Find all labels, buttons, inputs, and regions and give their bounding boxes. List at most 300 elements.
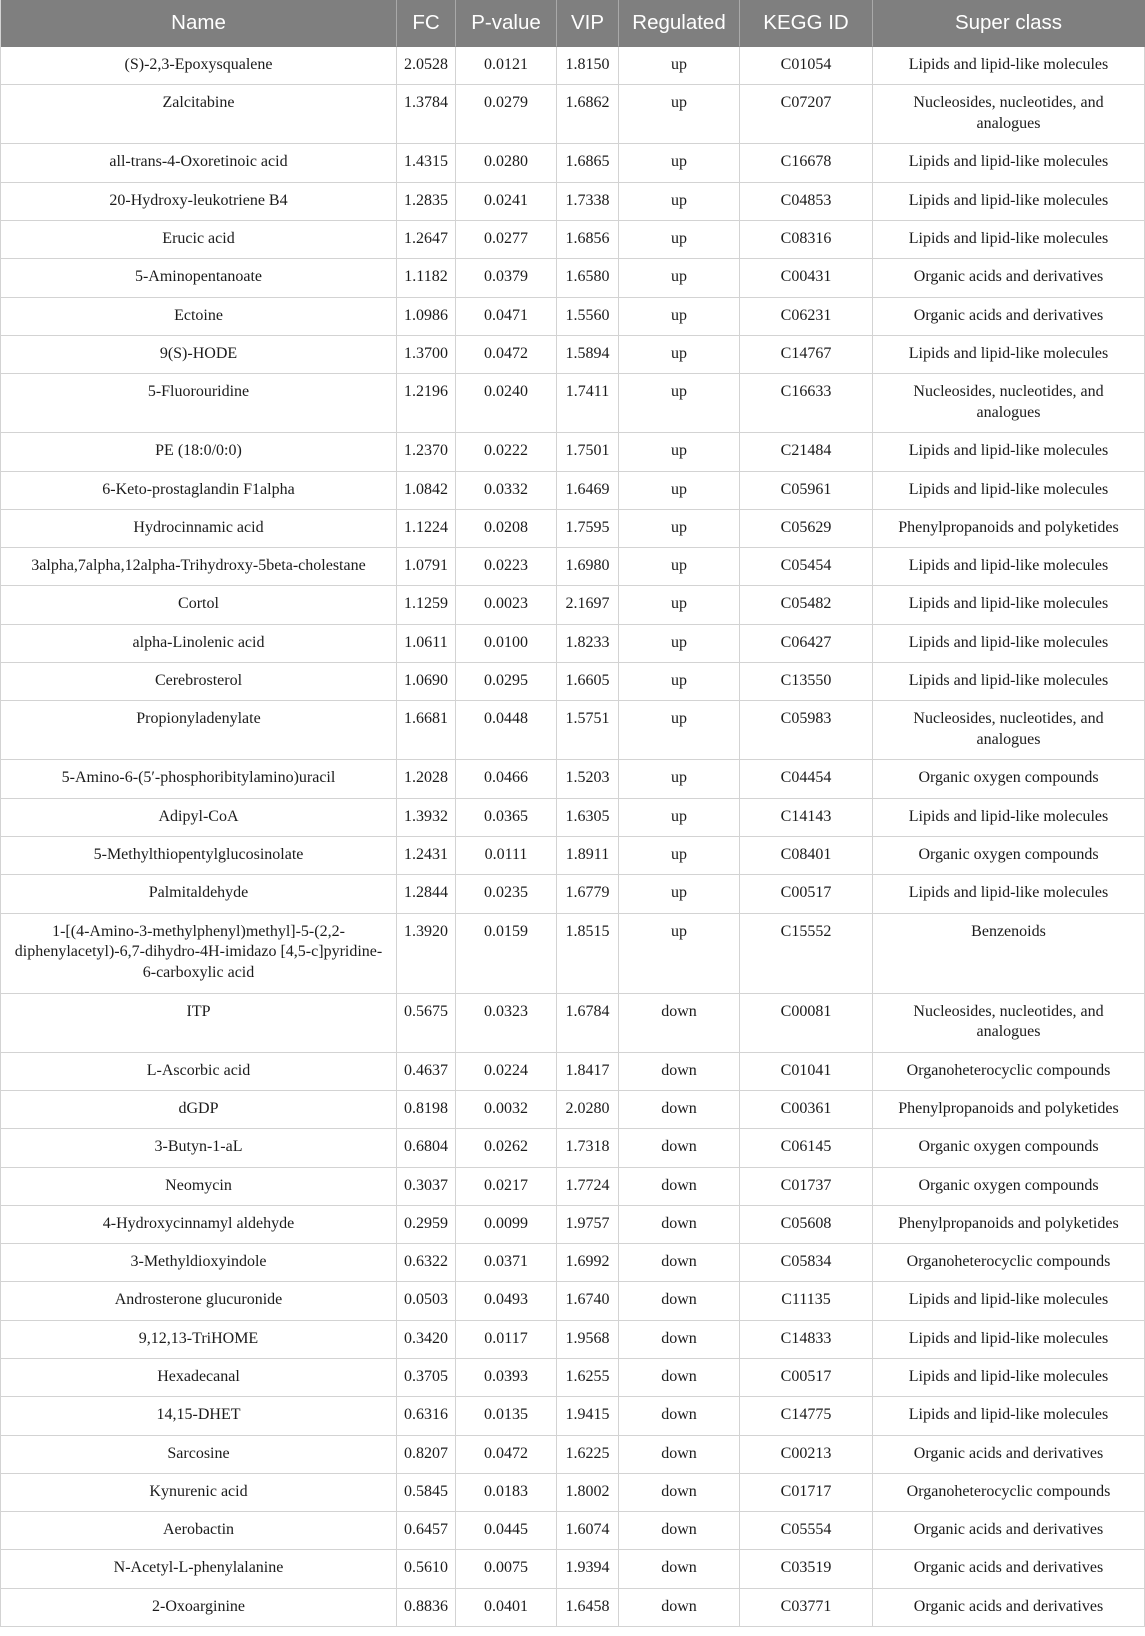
cell-fc: 1.0791 — [397, 548, 456, 586]
cell-vip: 1.6865 — [557, 144, 619, 182]
cell-fc: 2.0528 — [397, 47, 456, 85]
cell-kegg-id: C04454 — [740, 760, 873, 798]
cell-name: 5-Aminopentanoate — [1, 259, 397, 297]
cell-kegg-id: C01054 — [740, 47, 873, 85]
cell-regulated: down — [619, 1091, 740, 1129]
table-row — [1, 47, 1145, 85]
cell-regulated: up — [619, 298, 740, 336]
cell-kegg-id: C05554 — [740, 1512, 873, 1550]
cell-p-value: 0.0240 — [456, 374, 557, 433]
cell-super-class: Organic oxygen compounds — [873, 1168, 1145, 1206]
cell-fc: 1.2647 — [397, 221, 456, 259]
cell-fc: 0.0503 — [397, 1282, 456, 1320]
cell-vip: 1.9757 — [557, 1206, 619, 1244]
cell-p-value: 0.0371 — [456, 1244, 557, 1282]
cell-kegg-id: C01717 — [740, 1474, 873, 1512]
cell-name: alpha-Linolenic acid — [1, 625, 397, 663]
cell-vip: 1.5894 — [557, 336, 619, 374]
cell-super-class: Organic acids and derivatives — [873, 1436, 1145, 1474]
cell-fc: 0.5845 — [397, 1474, 456, 1512]
column-header-p-value: P-value — [456, 0, 557, 47]
table-row — [1, 1282, 1145, 1320]
cell-regulated: down — [619, 1474, 740, 1512]
cell-kegg-id: C00431 — [740, 259, 873, 297]
cell-name: 5-Fluorouridine — [1, 374, 397, 433]
cell-p-value: 0.0379 — [456, 259, 557, 297]
cell-regulated: down — [619, 1129, 740, 1167]
cell-fc: 1.1259 — [397, 586, 456, 624]
cell-fc: 0.3037 — [397, 1168, 456, 1206]
cell-fc: 1.2844 — [397, 875, 456, 913]
cell-p-value: 0.0401 — [456, 1589, 557, 1627]
cell-name: ITP — [1, 994, 397, 1053]
cell-regulated: up — [619, 701, 740, 760]
cell-p-value: 0.0222 — [456, 433, 557, 471]
cell-kegg-id: C05454 — [740, 548, 873, 586]
cell-p-value: 0.0183 — [456, 1474, 557, 1512]
cell-vip: 1.8417 — [557, 1053, 619, 1091]
cell-super-class: Nucleosides, nucleotides, and analogues — [873, 701, 1145, 760]
cell-name: L-Ascorbic acid — [1, 1053, 397, 1091]
cell-super-class: Organic oxygen compounds — [873, 1129, 1145, 1167]
cell-name: Hydrocinnamic acid — [1, 510, 397, 548]
cell-regulated: down — [619, 1282, 740, 1320]
cell-super-class: Lipids and lipid-like molecules — [873, 183, 1145, 221]
cell-fc: 1.6681 — [397, 701, 456, 760]
cell-super-class: Lipids and lipid-like molecules — [873, 433, 1145, 471]
cell-name: all-trans-4-Oxoretinoic acid — [1, 144, 397, 182]
cell-name: Propionyladenylate — [1, 701, 397, 760]
cell-fc: 1.3784 — [397, 85, 456, 144]
cell-kegg-id: C06427 — [740, 625, 873, 663]
table-row — [1, 374, 1145, 433]
cell-name: Sarcosine — [1, 1436, 397, 1474]
cell-vip: 2.0280 — [557, 1091, 619, 1129]
table-row — [1, 1550, 1145, 1588]
cell-fc: 0.8836 — [397, 1589, 456, 1627]
cell-vip: 1.8233 — [557, 625, 619, 663]
column-header-regulated: Regulated — [619, 0, 740, 47]
cell-p-value: 0.0111 — [456, 837, 557, 875]
cell-vip: 1.6305 — [557, 799, 619, 837]
cell-super-class: Lipids and lipid-like molecules — [873, 663, 1145, 701]
cell-vip: 1.8002 — [557, 1474, 619, 1512]
cell-vip: 1.6255 — [557, 1359, 619, 1397]
table-row — [1, 1244, 1145, 1282]
cell-vip: 2.1697 — [557, 586, 619, 624]
cell-regulated: up — [619, 760, 740, 798]
cell-fc: 0.6322 — [397, 1244, 456, 1282]
cell-kegg-id: C03519 — [740, 1550, 873, 1588]
table-row — [1, 994, 1145, 1053]
cell-p-value: 0.0472 — [456, 336, 557, 374]
cell-super-class: Phenylpropanoids and polyketides — [873, 510, 1145, 548]
cell-name: Androsterone glucuronide — [1, 1282, 397, 1320]
cell-name: 3-Butyn-1-aL — [1, 1129, 397, 1167]
cell-kegg-id: C08401 — [740, 837, 873, 875]
cell-fc: 1.3700 — [397, 336, 456, 374]
cell-fc: 1.0842 — [397, 472, 456, 510]
column-header-fc: FC — [397, 0, 456, 47]
cell-name: PE (18:0/0:0) — [1, 433, 397, 471]
cell-regulated: down — [619, 1206, 740, 1244]
cell-name: Zalcitabine — [1, 85, 397, 144]
cell-p-value: 0.0332 — [456, 472, 557, 510]
cell-vip: 1.8515 — [557, 914, 619, 994]
table-body — [1, 47, 1145, 1627]
cell-vip: 1.5751 — [557, 701, 619, 760]
cell-kegg-id: C14143 — [740, 799, 873, 837]
cell-regulated: up — [619, 875, 740, 913]
column-header-name: Name — [1, 0, 397, 47]
cell-fc: 1.1224 — [397, 510, 456, 548]
table-row — [1, 298, 1145, 336]
cell-p-value: 0.0023 — [456, 586, 557, 624]
cell-p-value: 0.0466 — [456, 760, 557, 798]
cell-vip: 1.6074 — [557, 1512, 619, 1550]
cell-p-value: 0.0224 — [456, 1053, 557, 1091]
cell-regulated: down — [619, 1436, 740, 1474]
cell-super-class: Organoheterocyclic compounds — [873, 1053, 1145, 1091]
table-row — [1, 1321, 1145, 1359]
cell-super-class: Organic oxygen compounds — [873, 837, 1145, 875]
table-row — [1, 625, 1145, 663]
cell-regulated: down — [619, 1321, 740, 1359]
cell-regulated: down — [619, 1397, 740, 1435]
cell-regulated: down — [619, 1359, 740, 1397]
cell-kegg-id: C04853 — [740, 183, 873, 221]
cell-vip: 1.8150 — [557, 47, 619, 85]
cell-kegg-id: C15552 — [740, 914, 873, 994]
table-row — [1, 1589, 1145, 1627]
cell-regulated: up — [619, 837, 740, 875]
cell-super-class: Organic acids and derivatives — [873, 1589, 1145, 1627]
cell-vip: 1.9415 — [557, 1397, 619, 1435]
cell-kegg-id: C14775 — [740, 1397, 873, 1435]
cell-p-value: 0.0448 — [456, 701, 557, 760]
cell-fc: 1.1182 — [397, 259, 456, 297]
cell-regulated: down — [619, 1244, 740, 1282]
cell-name: 5-Methylthiopentylglucosinolate — [1, 837, 397, 875]
cell-kegg-id: C00361 — [740, 1091, 873, 1129]
cell-p-value: 0.0099 — [456, 1206, 557, 1244]
cell-p-value: 0.0121 — [456, 47, 557, 85]
cell-p-value: 0.0117 — [456, 1321, 557, 1359]
cell-vip: 1.6980 — [557, 548, 619, 586]
cell-fc: 1.2431 — [397, 837, 456, 875]
cell-regulated: down — [619, 1589, 740, 1627]
table-row — [1, 760, 1145, 798]
cell-fc: 1.0611 — [397, 625, 456, 663]
cell-name: Ectoine — [1, 298, 397, 336]
cell-super-class: Lipids and lipid-like molecules — [873, 1397, 1145, 1435]
table-row — [1, 85, 1145, 144]
cell-fc: 0.5675 — [397, 994, 456, 1053]
cell-vip: 1.7338 — [557, 183, 619, 221]
cell-regulated: down — [619, 1168, 740, 1206]
cell-p-value: 0.0323 — [456, 994, 557, 1053]
cell-regulated: up — [619, 472, 740, 510]
cell-name: 2-Oxoarginine — [1, 1589, 397, 1627]
table-header-row — [1, 0, 1145, 47]
table-row — [1, 799, 1145, 837]
table-row — [1, 663, 1145, 701]
cell-kegg-id: C13550 — [740, 663, 873, 701]
cell-p-value: 0.0208 — [456, 510, 557, 548]
cell-kegg-id: C06145 — [740, 1129, 873, 1167]
cell-name: 4-Hydroxycinnamyl aldehyde — [1, 1206, 397, 1244]
cell-vip: 1.6458 — [557, 1589, 619, 1627]
table-row — [1, 837, 1145, 875]
cell-kegg-id: C05629 — [740, 510, 873, 548]
cell-name: dGDP — [1, 1091, 397, 1129]
cell-vip: 1.7724 — [557, 1168, 619, 1206]
table-row — [1, 586, 1145, 624]
cell-kegg-id: C16633 — [740, 374, 873, 433]
cell-kegg-id: C11135 — [740, 1282, 873, 1320]
table-row — [1, 336, 1145, 374]
cell-vip: 1.9568 — [557, 1321, 619, 1359]
table-row — [1, 433, 1145, 471]
cell-p-value: 0.0223 — [456, 548, 557, 586]
cell-name: 1-[(4-Amino-3-methylphenyl)methyl]-5-(2,2-diphenylacetyl)-6,7-dihydro-4H-imidazo [4,5-c]pyridine-6-carboxylic acid — [1, 914, 397, 994]
cell-regulated: up — [619, 510, 740, 548]
cell-name: 3alpha,7alpha,12alpha-Trihydroxy-5beta-cholestane — [1, 548, 397, 586]
cell-kegg-id: C00517 — [740, 1359, 873, 1397]
cell-vip: 1.6992 — [557, 1244, 619, 1282]
cell-p-value: 0.0277 — [456, 221, 557, 259]
cell-kegg-id: C00081 — [740, 994, 873, 1053]
cell-vip: 1.9394 — [557, 1550, 619, 1588]
cell-regulated: up — [619, 586, 740, 624]
cell-vip: 1.6605 — [557, 663, 619, 701]
cell-kegg-id: C05482 — [740, 586, 873, 624]
table-row — [1, 183, 1145, 221]
cell-super-class: Organic acids and derivatives — [873, 259, 1145, 297]
cell-fc: 0.5610 — [397, 1550, 456, 1588]
cell-super-class: Organoheterocyclic compounds — [873, 1244, 1145, 1282]
cell-fc: 1.3932 — [397, 799, 456, 837]
cell-super-class: Organic acids and derivatives — [873, 1550, 1145, 1588]
cell-regulated: up — [619, 625, 740, 663]
cell-p-value: 0.0241 — [456, 183, 557, 221]
table-row — [1, 1053, 1145, 1091]
cell-name: 5-Amino-6-(5′-phosphoribitylamino)uracil — [1, 760, 397, 798]
table-row — [1, 1168, 1145, 1206]
cell-fc: 1.2028 — [397, 760, 456, 798]
cell-name: Cerebrosterol — [1, 663, 397, 701]
table-row — [1, 875, 1145, 913]
cell-p-value: 0.0075 — [456, 1550, 557, 1588]
cell-name: 9,12,13-TriHOME — [1, 1321, 397, 1359]
table-row — [1, 1129, 1145, 1167]
cell-super-class: Nucleosides, nucleotides, and analogues — [873, 85, 1145, 144]
cell-super-class: Phenylpropanoids and polyketides — [873, 1206, 1145, 1244]
cell-fc: 1.0986 — [397, 298, 456, 336]
cell-p-value: 0.0100 — [456, 625, 557, 663]
table-row — [1, 1359, 1145, 1397]
cell-name: Hexadecanal — [1, 1359, 397, 1397]
cell-name: Palmitaldehyde — [1, 875, 397, 913]
cell-fc: 0.6804 — [397, 1129, 456, 1167]
cell-p-value: 0.0393 — [456, 1359, 557, 1397]
cell-super-class: Lipids and lipid-like molecules — [873, 548, 1145, 586]
cell-vip: 1.6580 — [557, 259, 619, 297]
cell-regulated: up — [619, 548, 740, 586]
cell-regulated: up — [619, 336, 740, 374]
cell-p-value: 0.0279 — [456, 85, 557, 144]
column-header-vip: VIP — [557, 0, 619, 47]
cell-super-class: Organic acids and derivatives — [873, 298, 1145, 336]
cell-super-class: Phenylpropanoids and polyketides — [873, 1091, 1145, 1129]
cell-super-class: Lipids and lipid-like molecules — [873, 221, 1145, 259]
cell-p-value: 0.0280 — [456, 144, 557, 182]
table-row — [1, 221, 1145, 259]
cell-fc: 0.8198 — [397, 1091, 456, 1129]
table-row — [1, 914, 1145, 994]
table-row — [1, 548, 1145, 586]
cell-fc: 1.2370 — [397, 433, 456, 471]
cell-fc: 1.2835 — [397, 183, 456, 221]
cell-p-value: 0.0472 — [456, 1436, 557, 1474]
cell-regulated: up — [619, 663, 740, 701]
table-row — [1, 1091, 1145, 1129]
table-row — [1, 472, 1145, 510]
cell-kegg-id: C01737 — [740, 1168, 873, 1206]
cell-p-value: 0.0262 — [456, 1129, 557, 1167]
cell-fc: 1.0690 — [397, 663, 456, 701]
cell-super-class: Nucleosides, nucleotides, and analogues — [873, 994, 1145, 1053]
column-header-super-class: Super class — [873, 0, 1145, 47]
cell-super-class: Lipids and lipid-like molecules — [873, 625, 1145, 663]
cell-super-class: Nucleosides, nucleotides, and analogues — [873, 374, 1145, 433]
cell-kegg-id: C05961 — [740, 472, 873, 510]
cell-super-class: Lipids and lipid-like molecules — [873, 336, 1145, 374]
table-row — [1, 1512, 1145, 1550]
cell-regulated: up — [619, 799, 740, 837]
cell-kegg-id: C03771 — [740, 1589, 873, 1627]
cell-name: 3-Methyldioxyindole — [1, 1244, 397, 1282]
cell-vip: 1.6225 — [557, 1436, 619, 1474]
cell-kegg-id: C06231 — [740, 298, 873, 336]
cell-regulated: up — [619, 914, 740, 994]
cell-name: Adipyl-CoA — [1, 799, 397, 837]
cell-vip: 1.6784 — [557, 994, 619, 1053]
cell-p-value: 0.0159 — [456, 914, 557, 994]
cell-name: 20-Hydroxy-leukotriene B4 — [1, 183, 397, 221]
cell-regulated: up — [619, 85, 740, 144]
cell-fc: 0.4637 — [397, 1053, 456, 1091]
cell-regulated: up — [619, 259, 740, 297]
cell-kegg-id: C14833 — [740, 1321, 873, 1359]
cell-super-class: Lipids and lipid-like molecules — [873, 1282, 1145, 1320]
cell-regulated: up — [619, 433, 740, 471]
cell-p-value: 0.0471 — [456, 298, 557, 336]
cell-fc: 0.6457 — [397, 1512, 456, 1550]
cell-vip: 1.7411 — [557, 374, 619, 433]
cell-kegg-id: C05834 — [740, 1244, 873, 1282]
cell-fc: 0.8207 — [397, 1436, 456, 1474]
cell-regulated: up — [619, 144, 740, 182]
cell-fc: 0.3705 — [397, 1359, 456, 1397]
cell-kegg-id: C21484 — [740, 433, 873, 471]
cell-vip: 1.6862 — [557, 85, 619, 144]
cell-name: N-Acetyl-L-phenylalanine — [1, 1550, 397, 1588]
cell-p-value: 0.0135 — [456, 1397, 557, 1435]
cell-name: (S)-2,3-Epoxysqualene — [1, 47, 397, 85]
cell-vip: 1.5560 — [557, 298, 619, 336]
cell-vip: 1.6740 — [557, 1282, 619, 1320]
cell-regulated: up — [619, 47, 740, 85]
cell-kegg-id: C08316 — [740, 221, 873, 259]
cell-p-value: 0.0493 — [456, 1282, 557, 1320]
cell-fc: 0.3420 — [397, 1321, 456, 1359]
table-row — [1, 1436, 1145, 1474]
table-row — [1, 259, 1145, 297]
cell-vip: 1.8911 — [557, 837, 619, 875]
cell-kegg-id: C00517 — [740, 875, 873, 913]
cell-super-class: Lipids and lipid-like molecules — [873, 1321, 1145, 1359]
column-header-kegg-id: KEGG ID — [740, 0, 873, 47]
cell-vip: 1.5203 — [557, 760, 619, 798]
cell-p-value: 0.0295 — [456, 663, 557, 701]
cell-p-value: 0.0365 — [456, 799, 557, 837]
cell-p-value: 0.0235 — [456, 875, 557, 913]
cell-fc: 1.4315 — [397, 144, 456, 182]
table-row — [1, 701, 1145, 760]
cell-vip: 1.6469 — [557, 472, 619, 510]
cell-super-class: Lipids and lipid-like molecules — [873, 875, 1145, 913]
cell-super-class: Organic oxygen compounds — [873, 760, 1145, 798]
cell-vip: 1.7501 — [557, 433, 619, 471]
cell-regulated: down — [619, 1053, 740, 1091]
cell-super-class: Benzenoids — [873, 914, 1145, 994]
cell-kegg-id: C01041 — [740, 1053, 873, 1091]
cell-kegg-id: C07207 — [740, 85, 873, 144]
table-header — [1, 0, 1145, 47]
table-row — [1, 144, 1145, 182]
cell-vip: 1.6779 — [557, 875, 619, 913]
cell-name: 6-Keto-prostaglandin F1alpha — [1, 472, 397, 510]
cell-kegg-id: C00213 — [740, 1436, 873, 1474]
cell-p-value: 0.0032 — [456, 1091, 557, 1129]
cell-regulated: down — [619, 1550, 740, 1588]
cell-super-class: Lipids and lipid-like molecules — [873, 1359, 1145, 1397]
cell-vip: 1.7318 — [557, 1129, 619, 1167]
cell-regulated: down — [619, 1512, 740, 1550]
cell-regulated: down — [619, 994, 740, 1053]
cell-name: Erucic acid — [1, 221, 397, 259]
cell-fc: 0.2959 — [397, 1206, 456, 1244]
cell-super-class: Organic acids and derivatives — [873, 1512, 1145, 1550]
cell-name: Neomycin — [1, 1168, 397, 1206]
cell-vip: 1.6856 — [557, 221, 619, 259]
table-row — [1, 1474, 1145, 1512]
cell-kegg-id: C05983 — [740, 701, 873, 760]
cell-super-class: Lipids and lipid-like molecules — [873, 586, 1145, 624]
cell-super-class: Lipids and lipid-like molecules — [873, 47, 1145, 85]
cell-kegg-id: C14767 — [740, 336, 873, 374]
table-row — [1, 510, 1145, 548]
cell-p-value: 0.0445 — [456, 1512, 557, 1550]
cell-regulated: up — [619, 183, 740, 221]
cell-fc: 1.2196 — [397, 374, 456, 433]
cell-name: Kynurenic acid — [1, 1474, 397, 1512]
cell-regulated: up — [619, 374, 740, 433]
cell-super-class: Lipids and lipid-like molecules — [873, 799, 1145, 837]
cell-super-class: Lipids and lipid-like molecules — [873, 144, 1145, 182]
cell-kegg-id: C16678 — [740, 144, 873, 182]
